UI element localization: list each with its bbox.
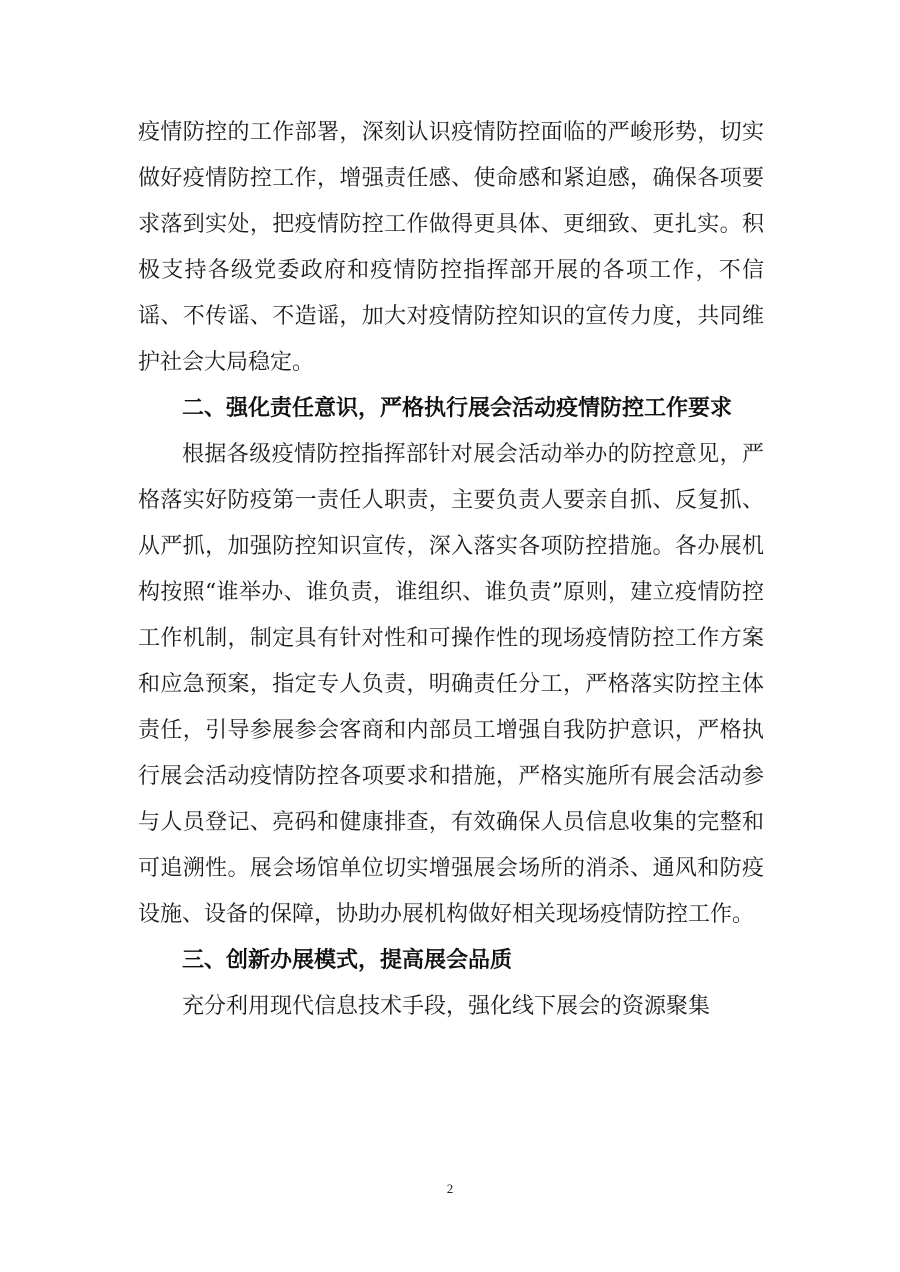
body-paragraph-2: 根据各级疫情防控指挥部针对展会活动举办的防控意见，严格落实好防疫第一责任人职责，主要负责人要亲自抓、反复抓、从严抓，加强防控知识宣传，深入落实各项防控措施。各办展机构按照“谁举办、谁负责，谁组织、谁负责”原则，建立疫情防控工作机制，制定具有针对性和可操作性的现场疫情防控工作方案和应急预案，指定专人负责，明确责任分工，严格落实防控主体责任，引导参展参会客商和内部员工增强自我防护意识，严格执行展会活动疫情防控各项要求和措施，严格实施所有展会活动参与人员登记、亮码和健康排查，有效确保人员信息收集的完整和可追溯性。展会场馆单位切实增强展会场所的消杀、通风和防疫设施、设备的保障，协助办展机构做好相关现场疫情防控工作。 bbox=[138, 442, 764, 927]
body-paragraph-1: 疫情防控的工作部署，深刻认识疫情防控面临的严峻形势，切实做好疫情防控工作，增强责任感、使命感和紧迫感，确保各项要求落到实处，把疫情防控工作做得更具体、更细致、更扎实。积极支持各级党委政府和疫情防控指挥部开展的各项工作，不信谣、不传谣、不造谣，加大对疫情防控知识的宣传力度，共同维护社会大局稳定。 bbox=[138, 120, 764, 375]
section-heading-2: 二、强化责任意识，严格执行展会活动疫情防控工作要求 bbox=[182, 396, 733, 421]
page-number: 2 bbox=[446, 1181, 454, 1196]
document-body bbox=[138, 110, 764, 1030]
section-heading-3: 三、创新办展模式，提高展会品质 bbox=[182, 948, 513, 973]
body-paragraph-3: 充分利用现代信息技术手段，强化线下展会的资源聚集 bbox=[182, 994, 711, 1019]
